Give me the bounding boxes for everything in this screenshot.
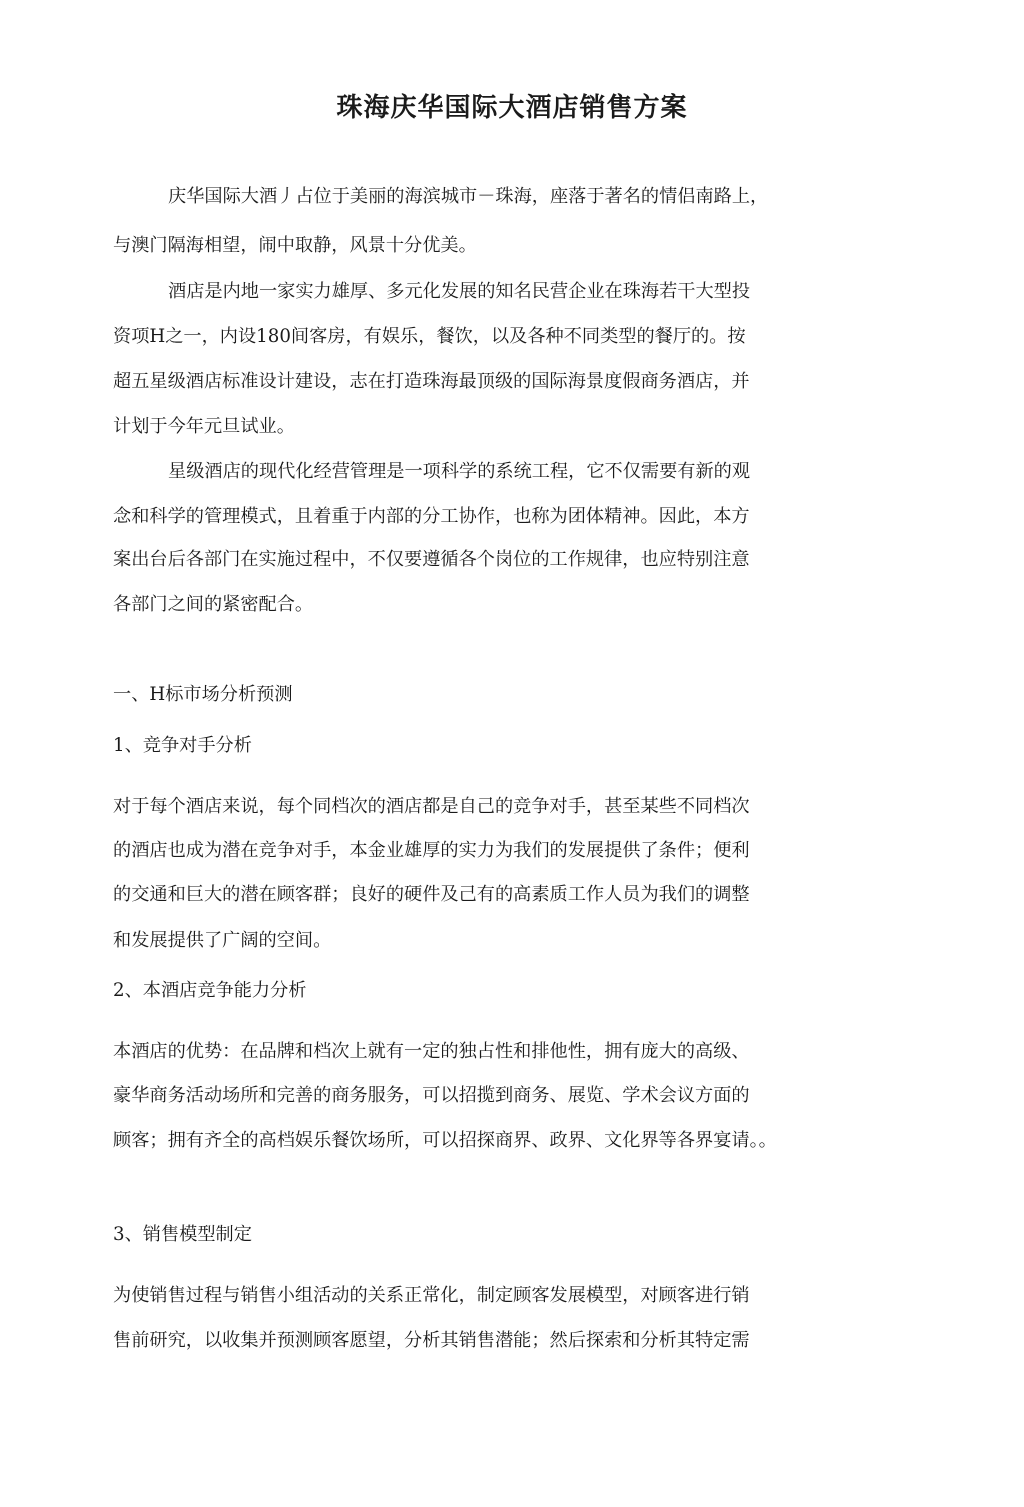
para-3-line-1: 星级酒店的现代化经营管理是一项科学的系统工程，它不仅需要有新的观	[168, 461, 751, 482]
para-1-line-2: 与澳门隔海相望，闹中取静，风景十分优美。	[113, 235, 477, 256]
para-3-line-3: 案出台后各部门在实施过程中，不仅要遵循各个岗位的工作规律，也应特别注意	[113, 549, 750, 570]
para-6-line-1: 为使销售过程与销售小组活动的关系正常化，制定顾客发展模型，对顾客进行销	[113, 1285, 750, 1306]
document-title: 珠海庆华国际大酒店销售方案	[336, 93, 688, 123]
para-5-line-2: 豪华商务活动场所和完善的商务服务，可以招揽到商务、展览、学术会议方面的	[113, 1085, 750, 1106]
subsection-heading-1: 1、竞争对手分析	[113, 735, 252, 756]
section-heading-1: 一、H标市场分析预测	[113, 684, 293, 705]
para-3-line-4: 各部门之间的紧密配合。	[113, 594, 314, 615]
para-1-line-1: 庆华国际大酒丿占位于美丽的海滨城市－珠海，座落于著名的情侣南路上，	[168, 186, 769, 207]
subsection-heading-3: 3、销售模型制定	[113, 1224, 252, 1245]
para-6-line-2: 售前研究，以收集并预测顾客愿望，分析其销售潜能；然后探索和分析其特定需	[113, 1330, 750, 1351]
para-5-line-1: 本酒店的优势：在品牌和档次上就有一定的独占性和排他性，拥有庞大的高级、	[113, 1041, 750, 1062]
para-2-line-1: 酒店是内地一家实力雄厚、多元化发展的知名民营企业在珠海若干大型投	[168, 281, 751, 302]
para-3-line-2: 念和科学的管理模式，且着重于内部的分工协作，也称为团体精神。因此，本方	[113, 506, 750, 527]
subsection-heading-2: 2、本酒店竞争能力分析	[113, 980, 307, 1001]
para-2-line-2: 资项H之一，内设180间客房，有娱乐，餐饮，以及各种不同类型的餐厅的。按	[113, 326, 746, 347]
para-4-line-1: 对于每个酒店来说，每个同档次的酒店都是自己的竞争对手，甚至某些不同档次	[113, 796, 750, 817]
para-2-line-4: 计划于今年元旦试业。	[113, 416, 295, 437]
para-4-line-2: 的酒店也成为潜在竞争对手，本金业雄厚的实力为我们的发展提供了条件；便利	[113, 840, 750, 861]
para-4-line-4: 和发展提供了广阔的空间。	[113, 930, 332, 951]
para-5-line-3: 顾客；拥有齐全的高档娱乐餐饮场所，可以招探商界、政界、文化界等各界宴请。。	[113, 1130, 777, 1151]
para-2-line-3: 超五星级酒店标准设计建设，志在打造珠海最顶级的国际海景度假商务酒店，并	[113, 371, 750, 392]
para-4-line-3: 的交通和巨大的潜在顾客群；良好的硬件及己有的高素质工作人员为我们的调整	[113, 884, 750, 905]
